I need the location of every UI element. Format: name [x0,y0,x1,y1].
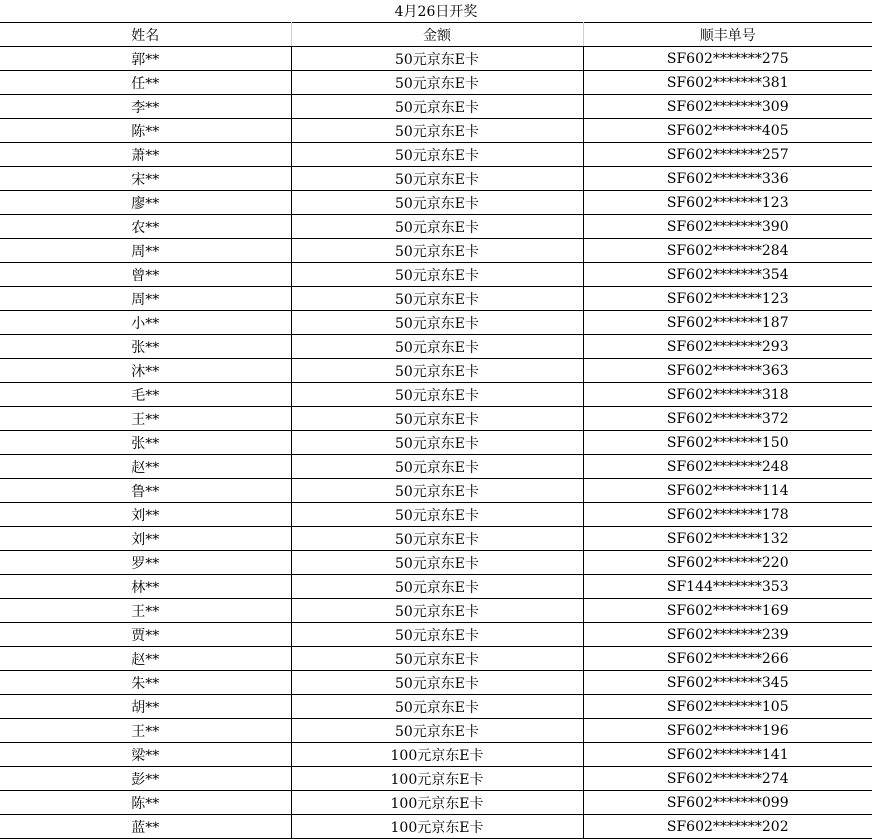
cell-name: 农** [0,215,291,239]
cell-amount: 50元京东E卡 [291,359,583,383]
cell-amount: 50元京东E卡 [291,239,583,263]
cell-tracking-number: SF602*******099 [583,791,872,815]
cell-amount: 50元京东E卡 [291,119,583,143]
cell-name: 周** [0,287,291,311]
cell-amount: 50元京东E卡 [291,575,583,599]
table-row [0,215,872,239]
cell-name: 曾** [0,263,291,287]
table-row [0,575,872,599]
cell-name: 周** [0,239,291,263]
cell-name: 朱** [0,671,291,695]
cell-name: 陈** [0,791,291,815]
table-row [0,287,872,311]
table-row [0,551,872,575]
column-header-amount: 金额 [291,23,583,47]
cell-name: 王** [0,599,291,623]
cell-name: 梁** [0,743,291,767]
cell-amount: 50元京东E卡 [291,191,583,215]
cell-name: 赵** [0,647,291,671]
cell-tracking-number: SF602*******318 [583,383,872,407]
table-row [0,191,872,215]
cell-tracking-number: SF602*******196 [583,719,872,743]
cell-amount: 50元京东E卡 [291,143,583,167]
cell-tracking-number: SF602*******257 [583,143,872,167]
cell-amount: 50元京东E卡 [291,47,583,71]
cell-tracking-number: SF602*******266 [583,647,872,671]
cell-name: 王** [0,719,291,743]
cell-name: 刘** [0,503,291,527]
cell-name: 萧** [0,143,291,167]
table-row [0,407,872,431]
cell-amount: 100元京东E卡 [291,743,583,767]
cell-amount: 50元京东E卡 [291,95,583,119]
cell-amount: 50元京东E卡 [291,167,583,191]
cell-amount: 50元京东E卡 [291,71,583,95]
cell-amount: 50元京东E卡 [291,215,583,239]
cell-amount: 50元京东E卡 [291,503,583,527]
table-row [0,815,872,839]
cell-tracking-number: SF602*******405 [583,119,872,143]
cell-tracking-number: SF602*******390 [583,215,872,239]
cell-name: 胡** [0,695,291,719]
cell-name: 彭** [0,767,291,791]
cell-name: 鲁** [0,479,291,503]
cell-tracking-number: SF602*******220 [583,551,872,575]
table-row [0,143,872,167]
table-row [0,695,872,719]
table-row [0,671,872,695]
cell-amount: 50元京东E卡 [291,287,583,311]
table-row [0,263,872,287]
cell-name: 赵** [0,455,291,479]
table-row [0,479,872,503]
table-row [0,311,872,335]
cell-tracking-number: SF602*******123 [583,191,872,215]
cell-amount: 50元京东E卡 [291,263,583,287]
cell-amount: 50元京东E卡 [291,647,583,671]
table-row [0,455,872,479]
cell-amount: 100元京东E卡 [291,791,583,815]
cell-name: 毛** [0,383,291,407]
cell-amount: 50元京东E卡 [291,311,583,335]
cell-tracking-number: SF602*******141 [583,743,872,767]
cell-tracking-number: SF602*******381 [583,71,872,95]
cell-tracking-number: SF602*******284 [583,239,872,263]
cell-tracking-number: SF602*******187 [583,311,872,335]
cell-amount: 50元京东E卡 [291,383,583,407]
cell-name: 宋** [0,167,291,191]
cell-tracking-number: SF602*******132 [583,527,872,551]
table-row [0,239,872,263]
cell-name: 王** [0,407,291,431]
cell-tracking-number: SF602*******248 [583,455,872,479]
cell-tracking-number: SF144*******353 [583,575,872,599]
table-row [0,71,872,95]
cell-tracking-number: SF602*******293 [583,335,872,359]
cell-tracking-number: SF602*******178 [583,503,872,527]
table-row [0,47,872,71]
cell-tracking-number: SF602*******202 [583,815,872,839]
table-row [0,647,872,671]
cell-name: 张** [0,431,291,455]
cell-amount: 50元京东E卡 [291,527,583,551]
cell-name: 小** [0,311,291,335]
table-row [0,335,872,359]
cell-tracking-number: SF602*******114 [583,479,872,503]
table-row [0,503,872,527]
cell-tracking-number: SF602*******309 [583,95,872,119]
cell-tracking-number: SF602*******169 [583,599,872,623]
table-row [0,527,872,551]
cell-amount: 50元京东E卡 [291,623,583,647]
table-row [0,599,872,623]
cell-amount: 100元京东E卡 [291,815,583,839]
cell-tracking-number: SF602*******274 [583,767,872,791]
table-row [0,383,872,407]
cell-name: 陈** [0,119,291,143]
cell-tracking-number: SF602*******372 [583,407,872,431]
cell-amount: 50元京东E卡 [291,335,583,359]
table-body [0,47,872,839]
cell-amount: 50元京东E卡 [291,407,583,431]
table-row [0,791,872,815]
cell-tracking-number: SF602*******363 [583,359,872,383]
cell-name: 沐** [0,359,291,383]
cell-name: 任** [0,71,291,95]
table-row [0,767,872,791]
cell-amount: 50元京东E卡 [291,479,583,503]
cell-tracking-number: SF602*******150 [583,431,872,455]
cell-amount: 50元京东E卡 [291,431,583,455]
table-row [0,623,872,647]
cell-tracking-number: SF602*******239 [583,623,872,647]
cell-name: 刘** [0,527,291,551]
cell-tracking-number: SF602*******336 [583,167,872,191]
table-row [0,719,872,743]
column-header-name: 姓名 [0,23,291,47]
cell-tracking-number: SF602*******105 [583,695,872,719]
table-row [0,95,872,119]
cell-name: 罗** [0,551,291,575]
cell-tracking-number: SF602*******354 [583,263,872,287]
cell-name: 贾** [0,623,291,647]
cell-amount: 50元京东E卡 [291,455,583,479]
cell-name: 李** [0,95,291,119]
cell-amount: 50元京东E卡 [291,551,583,575]
cell-amount: 100元京东E卡 [291,767,583,791]
winners-table [0,22,872,839]
cell-tracking-number: SF602*******123 [583,287,872,311]
cell-name: 张** [0,335,291,359]
cell-name: 廖** [0,191,291,215]
sheet-title: 4月26日开奖 [394,4,478,20]
cell-tracking-number: SF602*******345 [583,671,872,695]
table-row [0,359,872,383]
column-header-tracking: 顺丰单号 [583,23,872,47]
cell-name: 郭** [0,47,291,71]
cell-tracking-number: SF602*******275 [583,47,872,71]
cell-name: 蓝** [0,815,291,839]
table-row [0,743,872,767]
table-row [0,119,872,143]
cell-name: 林** [0,575,291,599]
table-row [0,167,872,191]
cell-amount: 50元京东E卡 [291,599,583,623]
cell-amount: 50元京东E卡 [291,719,583,743]
table-row [0,431,872,455]
header-row [0,23,872,47]
cell-amount: 50元京东E卡 [291,671,583,695]
cell-amount: 50元京东E卡 [291,695,583,719]
